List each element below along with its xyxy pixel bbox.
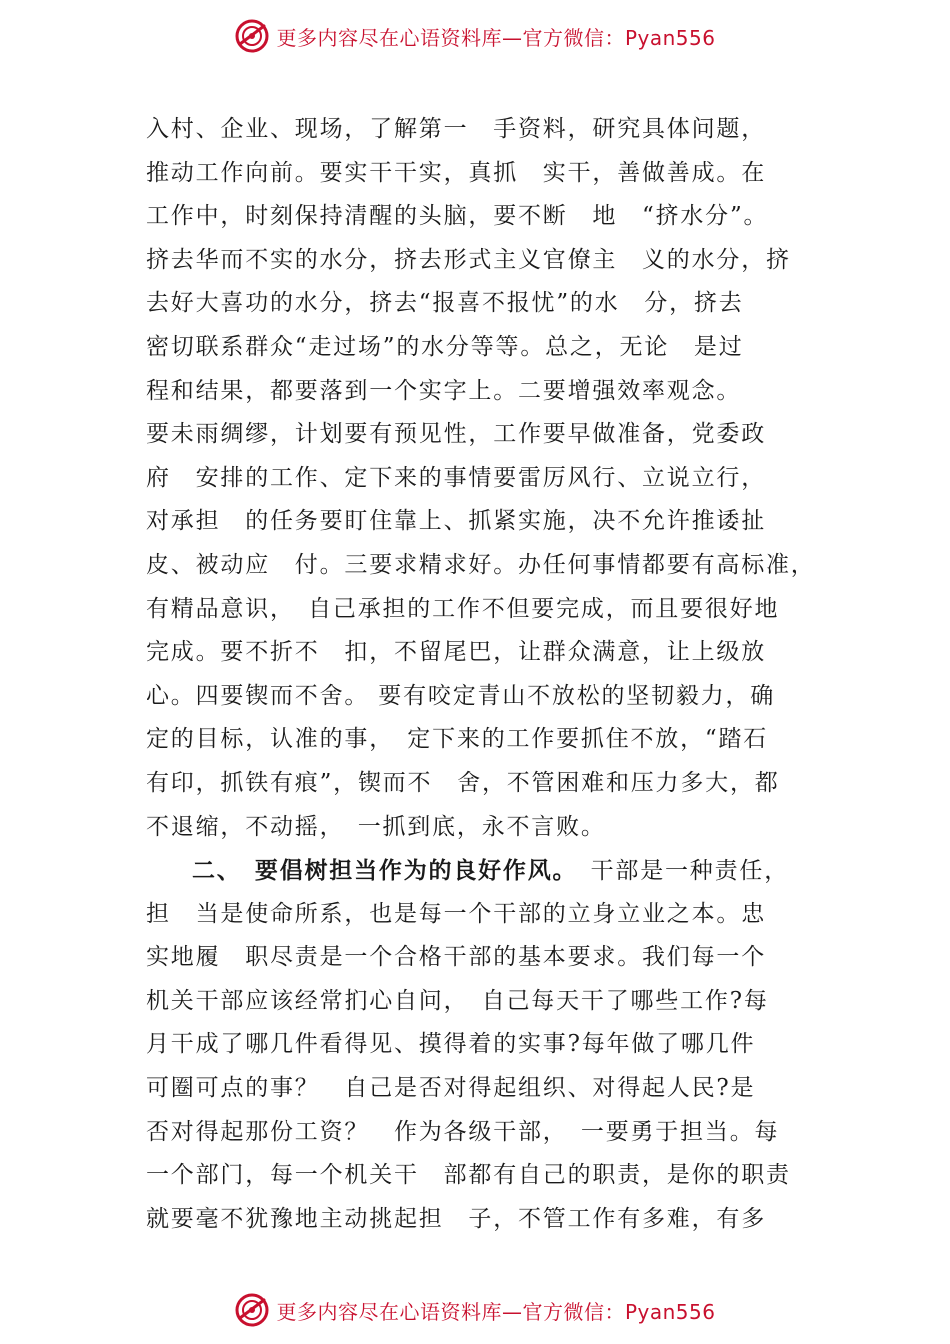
document-body: [146, 108, 826, 1241]
body-line: 推动工作向前。要实干干实，真抓 实干，善做善成。在: [146, 159, 766, 186]
body-line: 对承担 的任务要盯住靠上、抓紧实施，决不允许推诿扯: [146, 508, 766, 535]
body-line: 完成。要不折不 扣，不留尾巴，让群众满意，让上级放: [146, 639, 766, 666]
body-line: 一个部门，每一个机关干 部都有自己的职责，是你的职责: [146, 1162, 791, 1189]
body-line: 工作中，时刻保持清醒的头脑，要不断 地 “挤水分”。: [146, 203, 769, 230]
body-line: 实地履 职尽责是一个合格干部的基本要求。我们每一个: [146, 944, 766, 971]
body-line: 机关干部应该经常扪心自问， 自己每天干了哪些工作?每: [146, 987, 769, 1014]
body-line: 入村、企业、现场，了解第一 手资料，研究具体问题，: [146, 116, 766, 142]
watermark-text: 更多内容尽在心语资料库—官方微信：Pyan556: [276, 25, 716, 50]
body-line: 就要毫不犹豫地主动挑起担 子，不管工作有多难，有多: [146, 1205, 766, 1232]
body-line: 不退缩，不动摇， 一抓到底，永不言败。: [146, 813, 606, 840]
header-watermark: [0, 14, 950, 58]
watermark-text: 更多内容尽在心语资料库—官方微信：Pyan556: [276, 1299, 716, 1324]
section-2-heading: 二、 要倡树担当作为的良好作风。: [192, 857, 566, 885]
body-line: 定的目标，认准的事， 定下来的工作要抓住不放，“踏石: [146, 726, 769, 753]
footer-watermark: [0, 1288, 950, 1332]
body-line: 心。四要锲而不舍。 要有咬定青山不放松的坚韧毅力，确: [146, 682, 776, 709]
body-line: 皮、被动应 付。三要求精求好。办任何事情都要有高标准，: [146, 551, 816, 578]
body-line: 要未雨绸缪，计划要有预见性，工作要早做准备，党委政: [146, 421, 766, 448]
body-line: 程和结果，都要落到一个实字上。二要增强效率观念。: [146, 377, 742, 404]
body-line: 可圈可点的事？ 自己是否对得起组织、对得起人民?是: [146, 1075, 756, 1102]
body-line: 否对得起那份工资？ 作为各级干部， 一要勇于担当。每: [146, 1118, 780, 1145]
body-line: 担 当是使命所系，也是每一个干部的立身立业之本。忠: [146, 900, 766, 927]
body-line: 密切联系群众“走过场”的水分等等。总之，无论 是过: [146, 333, 744, 360]
body-line: 去好大喜功的水分，挤去“报喜不报忧”的水 分，挤去: [146, 290, 744, 317]
seal-logo-icon: [234, 18, 270, 54]
seal-logo-icon: [234, 1292, 270, 1328]
body-line: 府 安排的工作、定下来的事情要雷厉风行、立说立行，: [146, 464, 766, 491]
body-line: 有印，抓铁有痕”，锲而不 舍，不管困难和压力多大，都: [146, 769, 780, 796]
body-line: 月干成了哪几件看得见、摸得着的实事?每年做了哪几件: [146, 1031, 756, 1058]
section-2-first-line: [146, 849, 826, 893]
body-line: 挤去华而不实的水分，挤去形式主义官僚主 义的水分，挤: [146, 246, 791, 273]
body-line: 有精品意识， 自己承担的工作不但要完成，而且要很好地: [146, 595, 780, 622]
section-2-first-line-rest: 干部是一种责任，: [565, 858, 790, 885]
